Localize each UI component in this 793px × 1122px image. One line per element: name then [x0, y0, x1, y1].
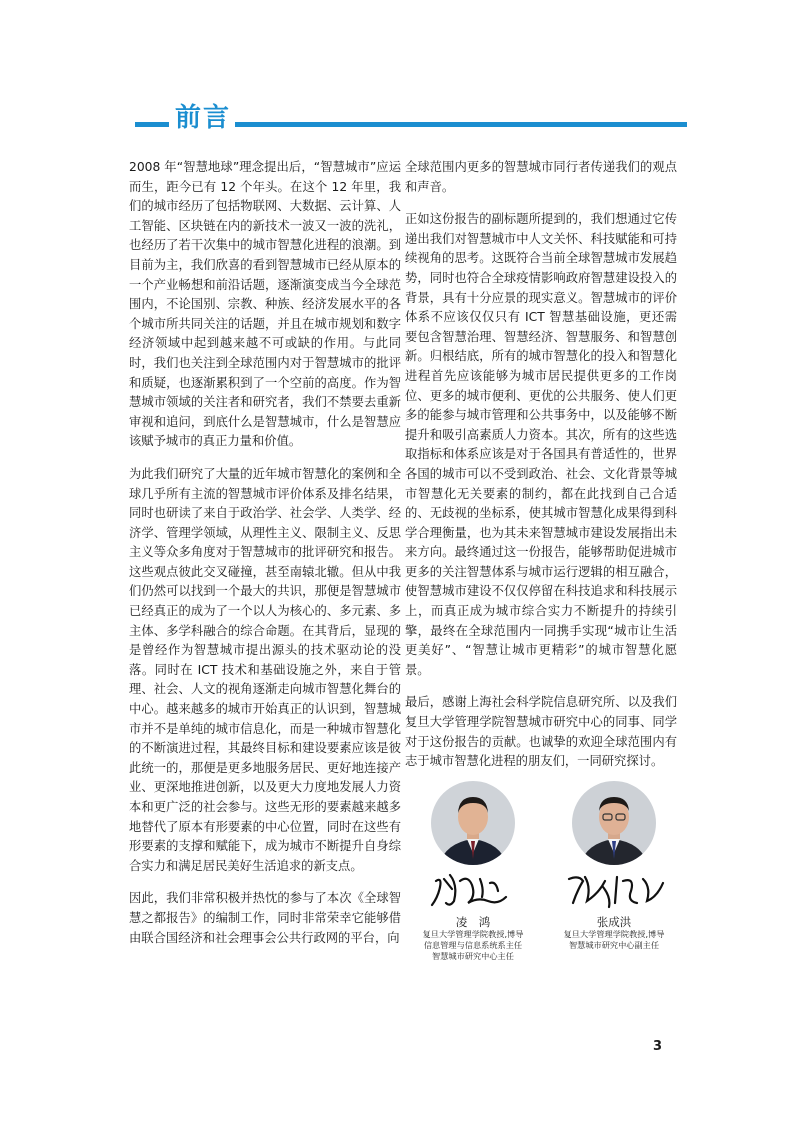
header-lead-line [135, 122, 169, 127]
paragraph: 因此，我们非常积极并热忱的参与了本次《全球智慧之都报告》的编制工作，同时非常荣幸它能够借由联合国经济和社会理事会公共行政网的平台，向 [129, 891, 401, 945]
left-text-column [129, 158, 401, 961]
author-name: 张成洪 [596, 915, 632, 929]
right-text-column [405, 158, 677, 785]
paragraph: 2008 年“智慧地球”理念提出后，“智慧城市”应运而生，距今已有 12 个年头。在这个 12 年里，我们的城市经历了包括物联网、大数据、云计算、人工智能、区块链在内的新技术一波又一波的洗礼，也经历了若干次集中的城市智慧化进程的浪潮。到目前为主，我们欣喜的看到智慧城市已经从原本的一个产业畅想和前沿话题，逐渐演变成当今全球范围内，不论国别、宗教、种族、经济发展水平的各个城市所共同关注的话题，并且在城市规划和数字经济领域中起到越来越不可或缺的作用。与此同时，我们也关注到全球范围内对于智慧城市的批评和质疑，也逐渐累积到了一个空前的高度。作为智慧城市领域的关注者和研究者，我们不禁要去重新审视和追问，到底什么是智慧城市，什么是智慧应该赋予城市的真正力量和价值。 [129, 160, 401, 449]
paragraph: 正如这份报告的副标题所提到的，我们想通过它传递出我们对智慧城市中人文关怀、科技赋能和可持续视角的思考。这既符合当前全球智慧城市发展趋势，同时也符合全球疫情影响政府智慧建设投入的背景，具有十分应景的现实意义。智慧城市的评价体系不应该仅仅只有 ICT 智慧基础设施，更还需要包含智慧治理、智慧经济、智慧服务、和智慧创新。归根结底，所有的城市智慧化的投入和智慧化进程首先应该能够为城市居民提供更多的工作岗位、更多的城市便利、更优的公共服务、使人们更多的能参与城市管理和公共事务中，以及能够不断提升和吸引高素质人力资本。其次，所有的这些选取指标和体系应该是对于各国具有普适性的，世界各国的城市可以不受到政治、社会、文化背景等城市智慧化无关要素的制约，都在此找到自己合适的、无歧视的坐标系，使其城市智慧化成果得到科学合理衡量，也为其未来智慧城市建设发展指出未来方向。最终通过这一份报告，能够帮助促进城市更多的关注智慧体系与城市运行逻辑的相互融合，使智慧城市建设不仅仅停留在科技追求和科技展示上，而真正成为城市综合实力不断提升的持续引擎，最终在全球范围内一同携手实现“城市让生活更美好”、“智慧让城市更精彩”的城市智慧化愿景。 [405, 212, 677, 677]
author-role: 复旦大学管理学院教授,博导 [563, 929, 665, 939]
author-role: 智慧城市研究中心副主任 [568, 940, 660, 950]
paragraph: 全球范围内更多的智慧城市同行者传递我们的观点和声音。 [405, 160, 677, 194]
author-portrait [431, 781, 515, 865]
author-role: 信息管理与信息系统系主任 [423, 940, 523, 950]
header-tail-line [235, 122, 687, 127]
signature-zhang-chenghong [539, 867, 689, 913]
section-header [135, 100, 687, 136]
signature-ling-hong [398, 867, 548, 913]
paragraph: 为此我们研究了大量的近年城市智慧化的案例和全球几乎所有主流的智慧城市评价体系及排名结果，同时也研读了来自于政治学、社会学、人类学、经济学、管理学领域，从理性主义、限制主义、反思主义等众多角度对于智慧城市的批评研究和报告。这些观点彼此交叉碰撞，甚至南辕北辙。但从中我们仍然可以找到一个最大的共识，那便是智慧城市已经真正的成为了一个以人为核心的、多元素、多主体、多学科融合的综合命题。在其背后，显现的是曾经作为智慧城市提出源头的技术驱动论的没落。同时在 ICT 技术和基础设施之外，来自于管理、社会、人文的视角逐渐走向城市智慧化舞台的中心。越来越多的城市开始真正的认识到，智慧城市并不是单纯的城市信息化，而是一种城市智慧化的不断演进过程，其最终目标和建设要素应该是彼此统一的，那便是更多地服务居民、更好地连接产业、更深地推进创新，以及更大力度地发展人力资本和更广泛的社会参与。这些无形的要素越来越多地替代了原本有形要素的中心位置，同时在这些有形要素的支撑和赋能下，成为城市不断提升自身综合实力和满足居民美好生活追求的新支点。 [129, 466, 401, 873]
author-zhang-chenghong [539, 781, 689, 951]
page-number: 3 [653, 1039, 663, 1054]
paragraph: 最后，感谢上海社会科学院信息研究所、以及我们复旦大学管理学院智慧城市研究中心的同事、同学对于这份报告的贡献。也诚挚的欢迎全球范围内有志于城市智慧化进程的朋友们，一同研究探讨。 [405, 695, 677, 769]
author-name: 凌 鸿 [455, 915, 491, 929]
author-role: 智慧城市研究中心主任 [432, 951, 514, 961]
author-portrait [572, 781, 656, 865]
author-role: 复旦大学管理学院教授,博导 [422, 929, 524, 939]
author-ling-hong [398, 781, 548, 962]
page-title: 前言 [175, 103, 232, 133]
